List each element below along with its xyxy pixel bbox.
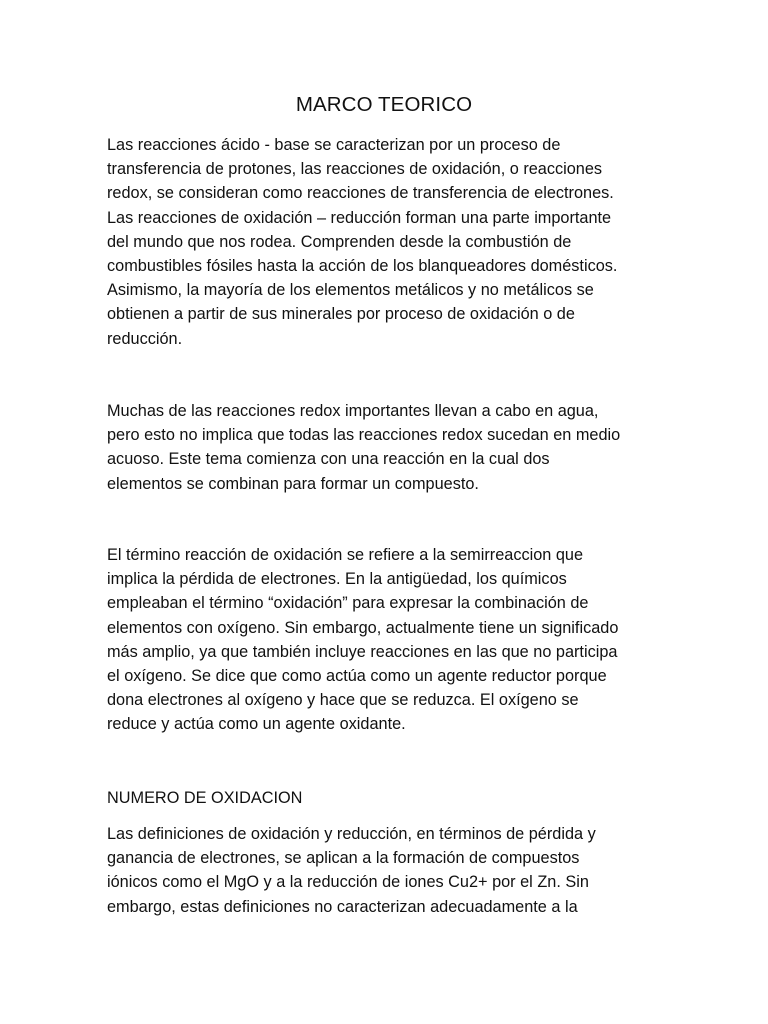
- text-line: ganancia de electrones, se aplican a la formación de compuestos: [107, 849, 580, 868]
- text-line: iónicos como el MgO y a la reducción de iones Cu2+ por el Zn. Sin: [107, 873, 589, 892]
- section-heading: NUMERO DE OXIDACION: [107, 789, 303, 807]
- text-line: elementos con oxígeno. Sin embargo, actualmente tiene un significado: [107, 618, 619, 637]
- text-line: Las definiciones de oxidación y reducción, en términos de pérdida y: [107, 825, 596, 843]
- text-line: implica la pérdida de electrones. En la antigüedad, los químicos: [107, 570, 567, 589]
- text-line: El término reacción de oxidación se refiere a la semirreaccion que: [107, 546, 584, 564]
- paragraph-oxidation-term: [107, 543, 677, 737]
- text-line: reduce y actúa como un agente oxidante.: [107, 715, 406, 734]
- text-line: redox, se consideran como reacciones de transferencia de electrones.: [107, 184, 614, 203]
- text-line: Las reacciones de oxidación – reducción forman una parte importante: [107, 208, 612, 227]
- text-line: Asimismo, la mayoría de los elementos metálicos y no metálicos se: [107, 281, 594, 300]
- text-line: el oxígeno. Se dice que como actúa como un agente reductor porque: [107, 666, 607, 685]
- paragraph-redox-water: [107, 399, 677, 496]
- text-line: dona electrones al oxígeno y hace que se reduzca. El oxígeno se: [107, 691, 579, 710]
- text-line: acuoso. Este tema comienza con una reacción en la cual dos: [107, 450, 550, 469]
- text-line: combustibles fósiles hasta la acción de los blanqueadores domésticos.: [107, 256, 618, 275]
- text-line: obtienen a partir de sus minerales por proceso de oxidación o de: [107, 305, 575, 324]
- text-line: Muchas de las reacciones redox importantes llevan a cabo en agua,: [107, 402, 599, 420]
- page-title: MARCO TEORICO: [295, 93, 473, 116]
- text-line: empleaban el término “oxidación” para expresar la combinación de: [107, 594, 589, 613]
- text-line: embargo, estas definiciones no caracterizan adecuadamente a la: [107, 897, 578, 916]
- text-line: Las reacciones ácido - base se caracterizan por un proceso de: [107, 136, 561, 154]
- paragraph-intro: [107, 133, 677, 351]
- text-line: transferencia de protones, las reacciones de oxidación, o reacciones: [107, 160, 603, 179]
- text-line: pero esto no implica que todas las reacciones redox sucedan en medio: [107, 426, 621, 445]
- text-line: del mundo que nos rodea. Comprenden desde la combustión de: [107, 232, 572, 251]
- text-line: reducción.: [107, 329, 183, 348]
- text-line: más amplio, ya que también incluye reacciones en las que no participa: [107, 642, 618, 661]
- text-line: elementos se combinan para formar un compuesto.: [107, 474, 479, 493]
- paragraph-oxidation-number: [107, 822, 677, 919]
